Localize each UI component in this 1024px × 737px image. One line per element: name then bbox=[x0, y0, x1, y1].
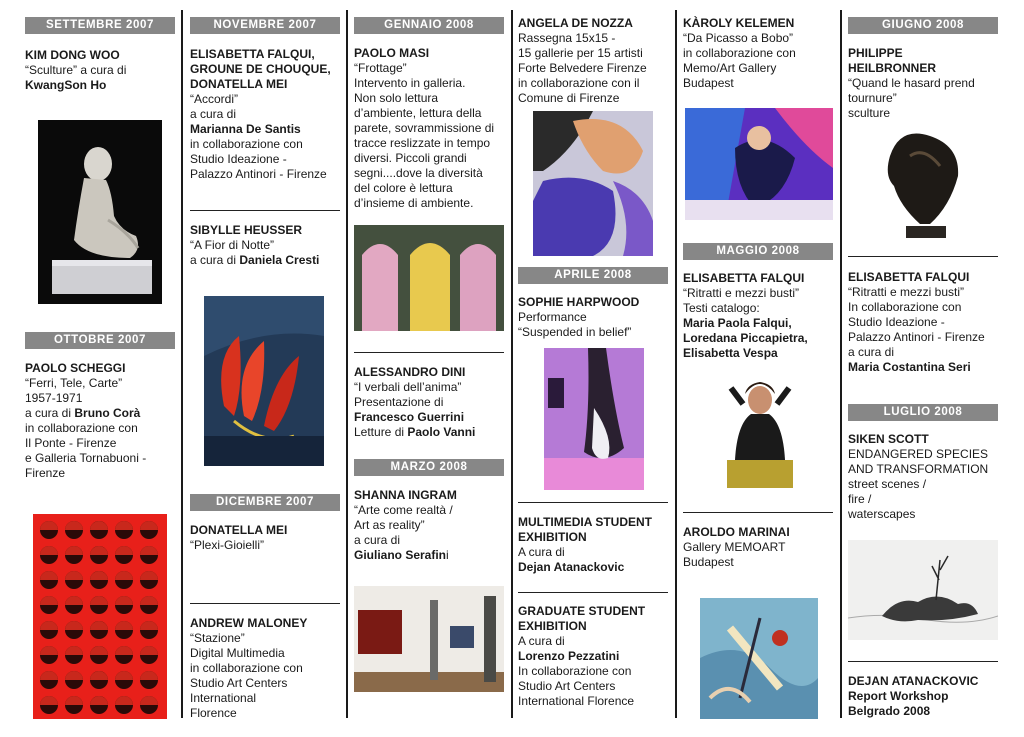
entry-text: d’ambiente, lettura della bbox=[354, 106, 482, 120]
artwork-dot-highlight bbox=[90, 646, 108, 655]
entry-text: Presentazione di bbox=[354, 395, 444, 409]
artist-name: SHANNA INGRAM bbox=[354, 488, 457, 502]
column-divider-4 bbox=[675, 10, 677, 718]
entry-text: Digital Multimedia bbox=[190, 646, 285, 660]
bronze-sculpture-image bbox=[880, 126, 968, 246]
curator-label: a cura di bbox=[190, 253, 240, 267]
artwork-dot-highlight bbox=[140, 646, 158, 655]
curator-label: a cura di bbox=[354, 533, 401, 547]
entry-text: waterscapes bbox=[848, 507, 916, 521]
artist-name: DEJAN ATANACKOVIC bbox=[848, 674, 979, 688]
entry-text: International Florence bbox=[518, 694, 635, 708]
catalog-author: Elisabetta Vespa bbox=[683, 346, 778, 360]
entry-text: Performance bbox=[518, 310, 587, 324]
catalog-author: Loredana Piccapietra, bbox=[683, 331, 808, 345]
entry-paolo-scheggi bbox=[25, 361, 179, 481]
entry-karoly-kelemen bbox=[683, 16, 837, 91]
reader-name: Paolo Vanni bbox=[407, 425, 476, 439]
entry-text: Forte Belvedere Firenze bbox=[518, 61, 647, 75]
curator-name: Daniela Cresti bbox=[239, 253, 320, 267]
artwork-dot-highlight bbox=[140, 671, 158, 680]
artwork-dot-highlight bbox=[115, 546, 133, 555]
artwork-dot-highlight bbox=[140, 596, 158, 605]
entry-elisabetta-falqui-maggio bbox=[683, 271, 837, 361]
column-1 bbox=[25, 10, 179, 724]
exhibition-years: 1957-1971 bbox=[25, 391, 83, 405]
entry-text: 15 gallerie per 15 artisti bbox=[518, 46, 643, 60]
abstract-painting-image bbox=[700, 598, 818, 719]
artwork-dot-highlight bbox=[115, 621, 133, 630]
entry-text: Florence bbox=[190, 706, 237, 720]
artist-name: DONATELLA MEI bbox=[190, 77, 288, 91]
exhibition-title: “Ritratti e mezzi busti” bbox=[848, 285, 965, 299]
entry-falqui-chouque-mei bbox=[190, 47, 344, 182]
artist-name: PAOLO MASI bbox=[354, 46, 430, 60]
artist-name: GROUNE DE CHOUQUE, bbox=[190, 62, 331, 76]
artwork-dot-highlight bbox=[90, 596, 108, 605]
artwork-dot-highlight bbox=[40, 696, 58, 705]
entry-text: Budapest bbox=[683, 76, 734, 90]
artist-name: ANGELA DE NOZZA bbox=[518, 16, 633, 30]
entry-text: Budapest bbox=[683, 555, 734, 569]
month-header-luglio: LUGLIO 2008 bbox=[848, 404, 998, 421]
entry-text: in collaborazione con il bbox=[518, 76, 640, 90]
artwork-dot-highlight bbox=[90, 621, 108, 630]
entry-text: In collaborazione con bbox=[518, 664, 632, 678]
divider bbox=[848, 661, 998, 662]
exhibition-title: “Suspended in belief” bbox=[518, 325, 632, 339]
entry-text: Studio Art Centers bbox=[518, 679, 616, 693]
sculpture-image bbox=[38, 120, 162, 304]
artwork-dot-highlight bbox=[140, 521, 158, 530]
artist-name: SIKEN SCOTT bbox=[848, 432, 929, 446]
column-divider-1 bbox=[181, 10, 183, 718]
month-header-dicembre: DICEMBRE 2007 bbox=[190, 494, 340, 511]
curator-label: A cura di bbox=[518, 545, 565, 559]
curator-label: a cura di bbox=[848, 345, 895, 359]
artist-name: DONATELLA MEI bbox=[190, 523, 288, 537]
artwork-dot-highlight bbox=[115, 646, 133, 655]
entry-kim-dong-woo bbox=[25, 48, 179, 93]
divider bbox=[848, 256, 998, 257]
entry-text: Memo/Art Gallery bbox=[683, 61, 777, 75]
artist-name: KIM DONG WOO bbox=[25, 48, 120, 62]
artwork-dot-highlight bbox=[90, 671, 108, 680]
curator-line bbox=[354, 548, 508, 563]
exhibition-title: “I verbali dell’anima” bbox=[354, 380, 462, 394]
artwork-dot-highlight bbox=[40, 571, 58, 580]
divider bbox=[190, 603, 340, 604]
entry-text: Il Ponte - Firenze bbox=[25, 436, 117, 450]
portrait-bust-image bbox=[723, 374, 797, 488]
entry-text: in collaborazione con bbox=[25, 421, 138, 435]
catalog-author: Maria Paola Falqui, bbox=[683, 316, 792, 330]
month-header-settembre: SETTEMBRE 2007 bbox=[25, 17, 175, 34]
entry-text: Studio Art Centers bbox=[190, 676, 288, 690]
entry-andrew-maloney bbox=[190, 616, 344, 721]
artist-name: AROLDO MARINAI bbox=[683, 525, 790, 539]
artwork-dot-highlight bbox=[65, 671, 83, 680]
picasso-style-painting-image bbox=[685, 108, 833, 220]
exhibition-title: “Plexi-Gioielli” bbox=[190, 538, 265, 552]
artwork-dot-highlight bbox=[90, 546, 108, 555]
entry-text: parete, sovrammissione di bbox=[354, 121, 495, 135]
entry-text: d’insieme di ambiente. bbox=[354, 196, 474, 210]
artwork-dot-highlight bbox=[40, 621, 58, 630]
exhibition-title: “Ritratti e mezzi busti” bbox=[683, 286, 800, 300]
entry-text: diversi. Piccoli grandi bbox=[354, 151, 467, 165]
entry-text: in collaborazione con bbox=[190, 661, 303, 675]
exhibition-title: “Accordi” bbox=[190, 92, 239, 106]
divider bbox=[518, 592, 668, 593]
column-3 bbox=[354, 10, 508, 724]
artwork-dot-highlight bbox=[140, 571, 158, 580]
artist-name: PHILIPPE bbox=[848, 46, 903, 60]
divider bbox=[683, 512, 833, 513]
exhibition-title: “Sculture” a cura di bbox=[25, 63, 127, 77]
artwork-dot-highlight bbox=[90, 521, 108, 530]
entry-text: del colore è lettura bbox=[354, 181, 453, 195]
entry-text: Intervento in galleria. bbox=[354, 76, 466, 90]
entry-text: Studio Ideazione - bbox=[190, 152, 287, 166]
exhibition-title: “A Fior di Notte” bbox=[190, 238, 275, 252]
curator-line bbox=[25, 406, 179, 421]
artist-name: HEILBRONNER bbox=[848, 61, 937, 75]
exhibition-name: EXHIBITION bbox=[518, 619, 587, 633]
column-2 bbox=[190, 10, 344, 724]
entry-text: Belgrado 2008 bbox=[848, 704, 931, 718]
exhibition-title: “Arte come realtà / bbox=[354, 503, 453, 517]
entry-text: segni....dove la diversità bbox=[354, 166, 483, 180]
column-5 bbox=[683, 10, 837, 724]
column-4 bbox=[518, 10, 672, 724]
artwork-dot-highlight bbox=[65, 696, 83, 705]
entry-shanna-ingram bbox=[354, 488, 508, 563]
artwork-dot-highlight bbox=[40, 596, 58, 605]
entry-elisabetta-falqui-giugno bbox=[848, 270, 1002, 375]
exhibition-title: “Ferri, Tele, Carte” bbox=[25, 376, 123, 390]
artwork-dot-highlight bbox=[40, 546, 58, 555]
artwork-dot-highlight bbox=[65, 596, 83, 605]
reader-line bbox=[354, 425, 508, 440]
month-header-aprile: APRILE 2008 bbox=[518, 267, 668, 284]
curator-name: Marianna De Santis bbox=[190, 122, 301, 136]
entry-graduate-student-exhibition bbox=[518, 604, 672, 709]
artwork-dot-highlight bbox=[65, 646, 83, 655]
frottage-arches-image bbox=[354, 225, 504, 331]
entry-angela-de-nozza bbox=[518, 16, 672, 106]
entry-text: sculture bbox=[848, 106, 891, 120]
month-header-ottobre: OTTOBRE 2007 bbox=[25, 332, 175, 349]
artist-name: ELISABETTA FALQUI bbox=[848, 270, 970, 284]
entry-text: Gallery MEMOART bbox=[683, 540, 786, 554]
entry-dejan-atanackovic bbox=[848, 674, 1002, 719]
curator-line bbox=[190, 253, 344, 268]
column-divider-3 bbox=[511, 10, 513, 718]
flower-painting-image bbox=[204, 296, 324, 466]
entry-text: Palazzo Antinori - Firenze bbox=[190, 167, 327, 181]
artwork-dot-highlight bbox=[140, 621, 158, 630]
curator-label: A cura di bbox=[518, 634, 565, 648]
artwork-dot-highlight bbox=[140, 696, 158, 705]
entry-text: Non solo lettura bbox=[354, 91, 439, 105]
exhibition-title: “Da Picasso a Bobo” bbox=[683, 31, 794, 45]
artist-name: PAOLO SCHEGGI bbox=[25, 361, 126, 375]
gallery-interior-image bbox=[354, 586, 504, 692]
entry-text: ENDANGERED SPECIES bbox=[848, 447, 989, 461]
figure-painting-image bbox=[533, 111, 653, 256]
entry-text: International bbox=[190, 691, 257, 705]
entry-text: tracce reslizzate in tempo bbox=[354, 136, 491, 150]
artist-name: ELISABETTA FALQUI bbox=[683, 271, 805, 285]
entry-text: Firenze bbox=[25, 466, 66, 480]
divider bbox=[354, 352, 504, 353]
artwork-dot-highlight bbox=[115, 571, 133, 580]
month-header-novembre: NOVEMBRE 2007 bbox=[190, 17, 340, 34]
entry-text: fire / bbox=[848, 492, 872, 506]
entry-text: Studio Ideazione - bbox=[848, 315, 945, 329]
curator-name-tail: i bbox=[446, 548, 449, 562]
exhibition-name: GRADUATE STUDENT bbox=[518, 604, 646, 618]
artwork-dot-highlight bbox=[65, 621, 83, 630]
month-header-giugno: GIUGNO 2008 bbox=[848, 17, 998, 34]
entry-text: Rassegna 15x15 - bbox=[518, 31, 616, 45]
month-header-maggio: MAGGIO 2008 bbox=[683, 243, 833, 260]
artwork-dot-highlight bbox=[65, 521, 83, 530]
entry-text: In collaborazione con bbox=[848, 300, 962, 314]
month-header-gennaio: GENNAIO 2008 bbox=[354, 17, 504, 34]
artwork-dot-highlight bbox=[115, 596, 133, 605]
artwork-dot-highlight bbox=[115, 521, 133, 530]
red-dots-artwork-image bbox=[33, 514, 167, 719]
presenter-name: Francesco Guerrini bbox=[354, 410, 465, 424]
exhibition-title: “Quand le hasard prend bbox=[848, 76, 975, 90]
entry-text: in collaborazione con bbox=[683, 46, 796, 60]
artwork-dot-highlight bbox=[40, 646, 58, 655]
artist-name: ELISABETTA FALQUI, bbox=[190, 47, 315, 61]
artist-name: SIBYLLE HEUSSER bbox=[190, 223, 303, 237]
entry-text: AND TRANSFORMATION bbox=[848, 462, 989, 476]
entry-sophie-harpwood bbox=[518, 295, 672, 340]
entry-multimedia-student-exhibition bbox=[518, 515, 672, 575]
curator-name: Bruno Corà bbox=[74, 406, 141, 420]
artist-name: ALESSANDRO DINI bbox=[354, 365, 466, 379]
entry-philippe-heilbronner bbox=[848, 46, 1002, 121]
artwork-dot-highlight bbox=[65, 546, 83, 555]
artist-name: ANDREW MALONEY bbox=[190, 616, 308, 630]
divider bbox=[190, 210, 340, 211]
entry-text: Report Workshop bbox=[848, 689, 949, 703]
exhibition-title: “Stazione” bbox=[190, 631, 245, 645]
entry-donatella-mei bbox=[190, 523, 344, 553]
entry-text: in collaborazione con bbox=[190, 137, 303, 151]
artwork-dot-highlight bbox=[40, 671, 58, 680]
exhibition-name: EXHIBITION bbox=[518, 530, 587, 544]
exhibition-name: MULTIMEDIA STUDENT bbox=[518, 515, 652, 529]
artist-name: KÀROLY KELEMEN bbox=[683, 16, 795, 30]
performance-image bbox=[544, 348, 644, 490]
entry-aroldo-marinai bbox=[683, 525, 837, 570]
exhibition-title: “Frottage” bbox=[354, 61, 407, 75]
entry-siken-scott bbox=[848, 432, 1002, 522]
curator-name: Giuliano Serafin bbox=[354, 548, 447, 562]
artwork-dot-highlight bbox=[65, 571, 83, 580]
curator-name: KwangSon Ho bbox=[25, 78, 107, 92]
entry-text: Testi catalogo: bbox=[683, 301, 760, 315]
entry-sibylle-heusser bbox=[190, 223, 344, 268]
curator-name: Lorenzo Pezzatini bbox=[518, 649, 620, 663]
column-divider-2 bbox=[346, 10, 348, 718]
artwork-dot-highlight bbox=[90, 571, 108, 580]
entry-text: Comune di Firenze bbox=[518, 91, 620, 105]
artist-name: SOPHIE HARPWOOD bbox=[518, 295, 640, 309]
entry-alessandro-dini bbox=[354, 365, 508, 440]
curator-label: a cura di bbox=[190, 107, 237, 121]
artwork-dot-highlight bbox=[40, 521, 58, 530]
entry-paolo-masi bbox=[354, 46, 508, 211]
artwork-dot-highlight bbox=[115, 671, 133, 680]
entry-text: e Galleria Tornabuoni - bbox=[25, 451, 147, 465]
entry-text: street scenes / bbox=[848, 477, 927, 491]
exhibition-title: tournure” bbox=[848, 91, 897, 105]
curator-label: a cura di bbox=[25, 406, 75, 420]
artwork-dot-highlight bbox=[115, 696, 133, 705]
landscape-drawing-image bbox=[848, 540, 998, 640]
column-divider-5 bbox=[840, 10, 842, 718]
column-6 bbox=[848, 10, 1002, 724]
curator-name: Dejan Atanackovic bbox=[518, 560, 625, 574]
curator-name: Maria Costantina Seri bbox=[848, 360, 971, 374]
divider bbox=[518, 502, 668, 503]
artwork-dot-highlight bbox=[90, 696, 108, 705]
exhibition-title: Art as reality” bbox=[354, 518, 425, 532]
month-header-marzo: MARZO 2008 bbox=[354, 459, 504, 476]
reader-label: Letture di bbox=[354, 425, 408, 439]
entry-text: Palazzo Antinori - Firenze bbox=[848, 330, 985, 344]
artwork-dot-highlight bbox=[140, 546, 158, 555]
